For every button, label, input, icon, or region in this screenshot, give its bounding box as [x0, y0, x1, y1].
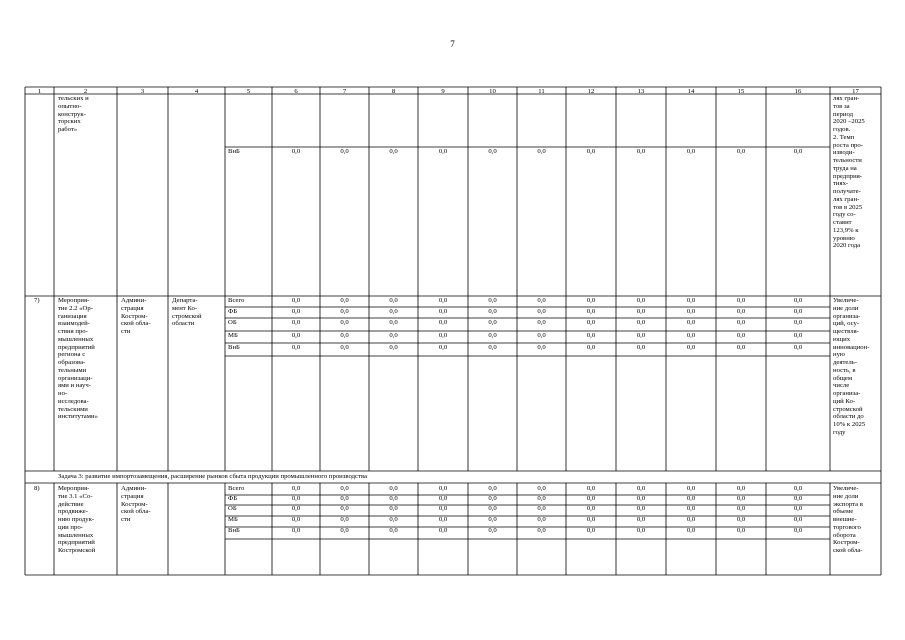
- task3-title: Задача 3: развитие импортозамещения, расширение рынков сбыта продукции промышленного производства: [58, 473, 367, 480]
- row7-executor: Админи- страция Костром- ской обла- сти: [121, 297, 151, 335]
- fund-label: ФБ: [228, 495, 238, 503]
- value-cell: 0,0: [793, 147, 803, 155]
- fund-label: ВнБ: [228, 343, 240, 351]
- column-number: 1: [37, 87, 42, 95]
- value-cell: 0,0: [340, 505, 349, 513]
- value-cell: 0,0: [793, 505, 803, 513]
- value-cell: 0,0: [340, 331, 349, 339]
- cont-col17-text: лях гран- тов за период 2020 –2025 годов. 2. Темп роста про- изводи- тельности труда на предприя- тиях- получате- лях гран- тов в 2025 году со- ставит 123,9% к уровню 2020 года: [833, 95, 865, 250]
- value-cell: 0,0: [586, 331, 596, 339]
- value-cell: 0,0: [686, 495, 696, 503]
- value-cell: 0,0: [537, 516, 546, 524]
- value-cell: 0,0: [793, 331, 803, 339]
- fund-label: МБ: [228, 331, 238, 339]
- value-cell: 0,0: [340, 307, 349, 315]
- value-cell: 0,0: [488, 505, 497, 513]
- value-cell: 0,0: [636, 343, 646, 351]
- value-cell: 0,0: [636, 516, 646, 524]
- value-cell: 0,0: [793, 495, 803, 503]
- value-cell: 0,0: [488, 147, 497, 155]
- value-cell: 0,0: [438, 307, 448, 315]
- value-cell: 0,0: [340, 343, 349, 351]
- value-cell: 0,0: [736, 527, 746, 535]
- value-cell: 0,0: [340, 485, 349, 493]
- value-cell: 0,0: [389, 147, 398, 155]
- value-cell: 0,0: [488, 307, 497, 315]
- fund-label: ОБ: [228, 318, 237, 326]
- value-cell: 0,0: [586, 527, 596, 535]
- value-cell: 0,0: [340, 516, 349, 524]
- value-cell: 0,0: [636, 307, 646, 315]
- value-cell: 0,0: [537, 147, 546, 155]
- column-number: 10: [489, 87, 496, 95]
- value-cell: 0,0: [586, 307, 596, 315]
- value-cell: 0,0: [488, 527, 497, 535]
- value-cell: 0,0: [793, 318, 803, 326]
- page-number: 7: [450, 39, 455, 49]
- value-cell: 0,0: [537, 505, 546, 513]
- value-cell: 0,0: [340, 296, 349, 304]
- value-cell: 0,0: [636, 505, 646, 513]
- column-number: 4: [194, 87, 199, 95]
- value-cell: 0,0: [291, 505, 301, 513]
- value-cell: 0,0: [291, 516, 301, 524]
- column-number: 2: [83, 87, 88, 95]
- value-cell: 0,0: [340, 527, 349, 535]
- value-cell: 0,0: [736, 516, 746, 524]
- value-cell: 0,0: [586, 147, 596, 155]
- value-cell: 0,0: [389, 495, 398, 503]
- row-number: 8): [34, 484, 40, 492]
- fund-label: ФБ: [228, 307, 238, 315]
- value-cell: 0,0: [793, 296, 803, 304]
- value-cell: 0,0: [488, 318, 497, 326]
- fund-label: МБ: [228, 516, 238, 524]
- row7-result: Увеличе- ние доли организа- ций, осу- ществля- ющих инновацион- ную деятель- ность, в общем числе организа- ций Ко- стромской области до 10% к 2025 году: [833, 297, 870, 436]
- value-cell: 0,0: [686, 516, 696, 524]
- column-number: 11: [538, 87, 545, 95]
- row7-measure: Мероприя- тие 2.2 «Ор- ганизация взаимодей- ствия про- мышленных предприятий региона с образова- тельными организаци- ями и науч- но- исследова- тельскими институтами»: [58, 297, 98, 421]
- column-number: 6: [294, 87, 298, 95]
- value-cell: 0,0: [636, 331, 646, 339]
- value-cell: 0,0: [389, 343, 398, 351]
- value-cell: 0,0: [537, 296, 546, 304]
- value-cell: 0,0: [636, 495, 646, 503]
- row8-result: Увеличе- ние доли экспорта в объеме внешне- торгового оборота Костром- ской обла-: [833, 485, 863, 554]
- value-cell: 0,0: [636, 485, 646, 493]
- value-cell: 0,0: [736, 485, 746, 493]
- value-cell: 0,0: [793, 527, 803, 535]
- value-cell: 0,0: [586, 516, 596, 524]
- value-cell: 0,0: [488, 495, 497, 503]
- cont-col2-text: тельских и опытно- конструк- торских работ»: [58, 95, 89, 133]
- value-cell: 0,0: [488, 331, 497, 339]
- fund-label: ВнБ: [228, 527, 240, 535]
- column-number: 16: [794, 87, 802, 95]
- value-cell: 0,0: [793, 516, 803, 524]
- value-cell: 0,0: [586, 296, 596, 304]
- value-cell: 0,0: [736, 318, 746, 326]
- value-cell: 0,0: [438, 485, 448, 493]
- value-cell: 0,0: [340, 318, 349, 326]
- column-number: 9: [441, 87, 445, 95]
- value-cell: 0,0: [389, 516, 398, 524]
- value-cell: 0,0: [389, 307, 398, 315]
- value-cell: 0,0: [537, 307, 546, 315]
- value-cell: 0,0: [389, 296, 398, 304]
- value-cell: 0,0: [291, 343, 301, 351]
- value-cell: 0,0: [438, 495, 448, 503]
- value-cell: 0,0: [736, 331, 746, 339]
- value-cell: 0,0: [636, 296, 646, 304]
- value-cell: 0,0: [291, 331, 301, 339]
- value-cell: 0,0: [488, 485, 497, 493]
- value-cell: 0,0: [636, 147, 646, 155]
- value-cell: 0,0: [736, 495, 746, 503]
- value-cell: 0,0: [537, 527, 546, 535]
- value-cell: 0,0: [686, 343, 696, 351]
- row8-executor: Админи- страция Костром- ской обла- сти: [121, 485, 151, 523]
- value-cell: 0,0: [291, 527, 301, 535]
- row8-measure: Мероприя- тие 3.1 «Со- действие продвиже- нию продук- ции про- мышленных предприятий Костромской: [58, 485, 96, 554]
- value-cell: 0,0: [389, 505, 398, 513]
- column-number: 7: [342, 87, 347, 95]
- value-cell: 0,0: [793, 307, 803, 315]
- value-cell: 0,0: [686, 296, 696, 304]
- value-cell: 0,0: [340, 147, 349, 155]
- value-cell: 0,0: [488, 296, 497, 304]
- fund-label: ОБ: [228, 505, 237, 513]
- value-cell: 0,0: [537, 318, 546, 326]
- value-cell: 0,0: [389, 331, 398, 339]
- value-cell: 0,0: [438, 527, 448, 535]
- value-cell: 0,0: [438, 318, 448, 326]
- value-cell: 0,0: [686, 505, 696, 513]
- column-number: 17: [852, 87, 859, 95]
- column-number: 15: [737, 87, 745, 95]
- value-cell: 0,0: [340, 495, 349, 503]
- value-cell: 0,0: [736, 505, 746, 513]
- column-number: 8: [391, 87, 396, 95]
- value-cell: 0,0: [389, 318, 398, 326]
- value-cell: 0,0: [488, 516, 497, 524]
- value-cell: 0,0: [537, 495, 546, 503]
- value-cell: 0,0: [686, 147, 696, 155]
- value-cell: 0,0: [537, 331, 546, 339]
- fund-label: Всего: [228, 296, 245, 304]
- value-cell: 0,0: [636, 527, 646, 535]
- value-cell: 0,0: [586, 505, 596, 513]
- value-cell: 0,0: [389, 527, 398, 535]
- row-number: 7): [34, 296, 40, 304]
- value-cell: 0,0: [736, 147, 746, 155]
- row7-coexecutor: Департа- мент Ко- стромской области: [172, 297, 202, 328]
- column-number: 5: [246, 87, 251, 95]
- value-cell: 0,0: [488, 343, 497, 351]
- value-cell: 0,0: [537, 485, 546, 493]
- value-cell: 0,0: [686, 318, 696, 326]
- value-cell: 0,0: [793, 485, 803, 493]
- value-cell: 0,0: [438, 505, 448, 513]
- value-cell: 0,0: [636, 318, 646, 326]
- value-cell: 0,0: [793, 343, 803, 351]
- column-number: 13: [637, 87, 645, 95]
- value-cell: 0,0: [438, 343, 448, 351]
- value-cell: 0,0: [736, 296, 746, 304]
- value-cell: 0,0: [586, 318, 596, 326]
- value-cell: 0,0: [686, 485, 696, 493]
- value-cell: 0,0: [438, 147, 448, 155]
- value-cell: 0,0: [438, 331, 448, 339]
- value-cell: 0,0: [586, 343, 596, 351]
- value-cell: 0,0: [537, 343, 546, 351]
- column-number: 3: [140, 87, 145, 95]
- fund-label: Всего: [228, 485, 245, 493]
- value-cell: 0,0: [736, 307, 746, 315]
- value-cell: 0,0: [291, 318, 301, 326]
- value-cell: 0,0: [686, 331, 696, 339]
- value-cell: 0,0: [291, 485, 301, 493]
- value-cell: 0,0: [586, 495, 596, 503]
- value-cell: 0,0: [586, 485, 596, 493]
- value-cell: 0,0: [686, 527, 696, 535]
- value-cell: 0,0: [686, 307, 696, 315]
- value-cell: 0,0: [291, 495, 301, 503]
- value-cell: 0,0: [438, 516, 448, 524]
- value-cell: 0,0: [291, 296, 301, 304]
- column-number: 14: [687, 87, 695, 95]
- column-number: 12: [587, 87, 595, 95]
- value-cell: 0,0: [389, 485, 398, 493]
- value-cell: 0,0: [291, 147, 301, 155]
- value-cell: 0,0: [736, 343, 746, 351]
- value-cell: 0,0: [438, 296, 448, 304]
- bib-label: ВнБ: [228, 147, 240, 155]
- value-cell: 0,0: [291, 307, 301, 315]
